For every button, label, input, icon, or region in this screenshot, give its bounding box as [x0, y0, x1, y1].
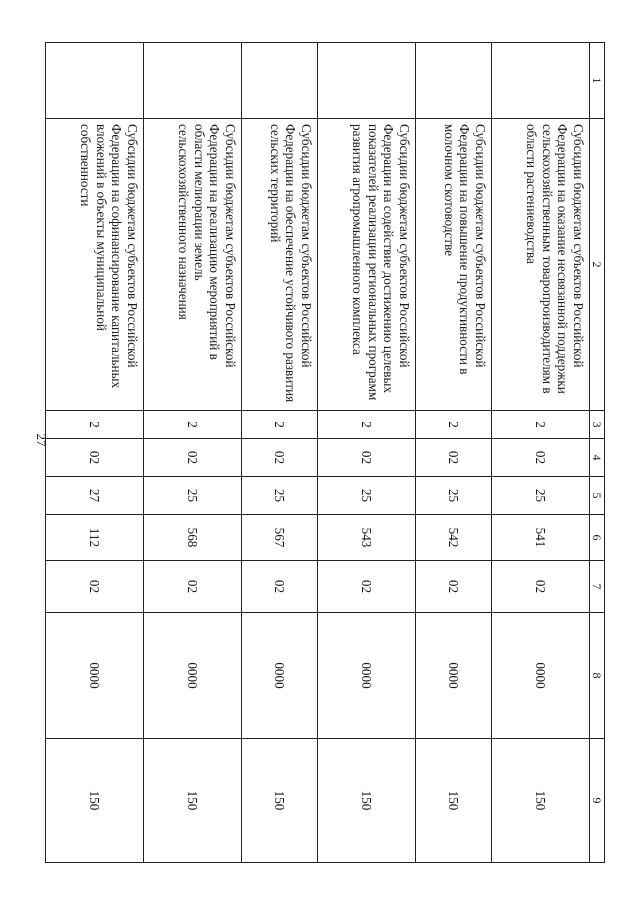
code-cell: 0000: [415, 613, 491, 739]
column-header: 2: [589, 119, 604, 411]
code-cell: 02: [317, 439, 415, 477]
code-cell: 02: [46, 561, 144, 613]
code-cell: 2: [317, 411, 415, 439]
table-header-row: [589, 43, 604, 863]
code-cell: 25: [415, 477, 491, 515]
code-cell: 2: [491, 411, 589, 439]
code-cell: 150: [46, 739, 144, 863]
code-cell: 2: [242, 411, 318, 439]
column-header: 9: [589, 739, 604, 863]
column-header: 7: [589, 561, 604, 613]
table-row: [491, 43, 589, 863]
code-cell: 0000: [491, 613, 589, 739]
table-row: [415, 43, 491, 863]
code-cell: 150: [144, 739, 242, 863]
column-header: 8: [589, 613, 604, 739]
column-header: 6: [589, 515, 604, 561]
code-cell: 567: [242, 515, 318, 561]
code-cell: 02: [46, 439, 144, 477]
code-cell: 25: [242, 477, 318, 515]
column-header: 3: [589, 411, 604, 439]
rotated-table-container: [45, 42, 605, 862]
code-cell: 02: [317, 561, 415, 613]
code-cell: 112: [46, 515, 144, 561]
column-header: 5: [589, 477, 604, 515]
code-cell: 542: [415, 515, 491, 561]
code-cell: 150: [242, 739, 318, 863]
code-cell: 150: [415, 739, 491, 863]
code-cell: 0000: [46, 613, 144, 739]
code-cell: 02: [415, 439, 491, 477]
row-number-cell: [46, 43, 144, 119]
row-description: Субсидии бюджетам субъектов Российской Федерации на обеспечение устойчивого развития сельских территорий: [242, 119, 318, 411]
row-number-cell: [491, 43, 589, 119]
code-cell: 0000: [242, 613, 318, 739]
row-description: Субсидии бюджетам субъектов Российской Федерации на повышение продуктивности в молочном скотоводстве: [415, 119, 491, 411]
table-row: [242, 43, 318, 863]
code-cell: 0000: [317, 613, 415, 739]
page-number: 27: [34, 433, 49, 447]
code-cell: 2: [415, 411, 491, 439]
code-cell: 2: [46, 411, 144, 439]
code-cell: 568: [144, 515, 242, 561]
budget-classification-table: [45, 42, 605, 863]
code-cell: 541: [491, 515, 589, 561]
code-cell: 02: [144, 561, 242, 613]
row-number-cell: [144, 43, 242, 119]
code-cell: 2: [144, 411, 242, 439]
row-description: Субсидии бюджетам субъектов Российской Федерации на оказание несвязанной поддержки сельскохозяйственным товаропроизводителям в области растениеводства: [491, 119, 589, 411]
column-header: 4: [589, 439, 604, 477]
code-cell: 27: [46, 477, 144, 515]
row-number-cell: [415, 43, 491, 119]
row-description: Субсидии бюджетам субъектов Российской Федерации на реализацию мероприятий в области мелиорации земель сельскохозяйственного назначения: [144, 119, 242, 411]
code-cell: 0000: [144, 613, 242, 739]
code-cell: 02: [144, 439, 242, 477]
table-row: [317, 43, 415, 863]
code-cell: 25: [491, 477, 589, 515]
row-number-cell: [317, 43, 415, 119]
code-cell: 02: [242, 561, 318, 613]
code-cell: 25: [317, 477, 415, 515]
row-number-cell: [242, 43, 318, 119]
code-cell: 02: [491, 561, 589, 613]
table-row: [46, 43, 144, 863]
code-cell: 543: [317, 515, 415, 561]
table-row: [144, 43, 242, 863]
row-description: Субсидии бюджетам субъектов Российской Федерации на содействие достижению целевых показателей реализации региональных программ развития агропромышленного комплекса: [317, 119, 415, 411]
code-cell: 02: [415, 561, 491, 613]
code-cell: 02: [491, 439, 589, 477]
code-cell: 25: [144, 477, 242, 515]
code-cell: 150: [317, 739, 415, 863]
code-cell: 150: [491, 739, 589, 863]
column-header: 1: [589, 43, 604, 119]
row-description: Субсидии бюджетам субъектов Российской Федерации на софинансирование капитальных вложений в объекты муниципальной собственности: [46, 119, 144, 411]
code-cell: 02: [242, 439, 318, 477]
